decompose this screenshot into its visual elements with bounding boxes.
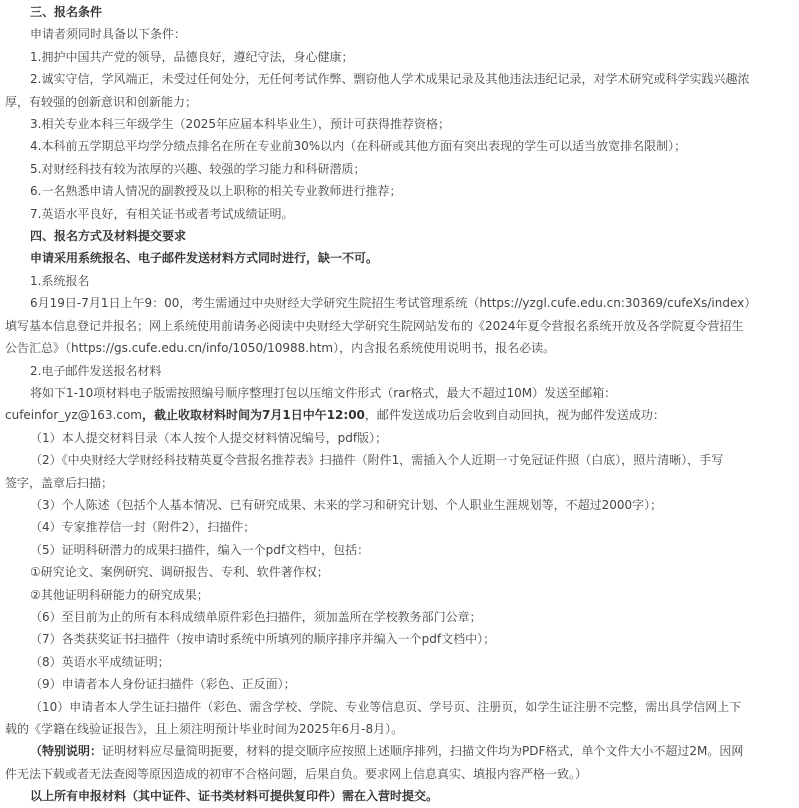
paragraph-line: 6月19日-7月1日上午9：00，考生需通过中央财经大学研究生院招生考试管理系统（https://yzgl.cufe.edu.cn:30369/cufeXs/index） (30, 296, 757, 311)
material-subitem: ②其他证明科研能力的研究成果； (30, 587, 209, 602)
material-item-continuation: 载的《学籍在线验证报告》，且上须注明预计毕业时间为2025年6月-8月）。 (5, 722, 404, 736)
material-item: （10）申请者本人学生证扫描件（彩色、需含学校、学院、专业等信息页、学号页、注册页，如学生证注册不完整，需出具学信网上下 (30, 699, 742, 714)
special-note-label: （特别说明： (30, 744, 103, 759)
material-item: （4）专家推荐信一封（附件2），扫描件； (30, 520, 256, 535)
material-item: （8）英语水平成绩证明； (30, 654, 170, 669)
section-heading-registration-conditions: 三、报名条件 (30, 5, 103, 19)
material-item: （6）至目前为止的所有本科成绩单原件彩色扫描件，须加盖所在学校教务部门公章； (30, 609, 482, 624)
condition-item: 3.相关专业本科三年级学生（2025年应届本科毕业生），预计可获得推荐资格； (30, 117, 450, 132)
email-deadline-line (5, 404, 795, 426)
condition-item: 5.对财经科技有较为浓厚的兴趣、较强的学习能力和科研潜质； (30, 161, 366, 176)
condition-item-continuation: 厚，有较强的创新意识和创新能力； (5, 94, 198, 109)
deadline-text: ，截止收取材料时间为7月1日中午12:00 (142, 408, 365, 423)
material-item: （7）各类获奖证书扫描件（按申请时系统中所填列的顺序排序并编入一个pdf文档中）； (30, 632, 496, 647)
email-address[interactable]: cufeinfor_yz@163.com (5, 408, 142, 423)
condition-item: 4.本科前五学期总平均学分绩点排名在所在专业前30%以内（在科研或其他方面有突出表现的学生可以适当放宽排名限制）； (30, 139, 687, 154)
subheading-email-materials: 2.电子邮件发送报名材料 (30, 363, 162, 378)
material-item: （5）证明科研潜力的成果扫描件，编入一个pdf文档中，包括： (30, 542, 370, 557)
special-note (5, 740, 795, 762)
material-item-continuation: 签字，盖章后扫描； (5, 475, 114, 490)
material-item: （3）个人陈述（包括个人基本情况、已有研究成果、未来的学习和研究计划、个人职业生涯规划等，不超过2000字）； (30, 497, 663, 512)
paragraph-intro: 申请者须同时具备以下条件： (30, 27, 187, 42)
condition-item: 1.拥护中国共产党的领导，品德良好，遵纪守法，身心健康； (30, 49, 354, 64)
condition-item: 2.诚实守信，学风端正，未受过任何处分，无任何考试作弊、剽窃他人学术成果记录及其他违法违纪记录，对学术研究或科学实践兴趣浓 (30, 72, 750, 87)
final-notice: 以上所有申报材料（其中证件、证书类材料可提供复印件）需在入营时提交。 (30, 789, 439, 804)
material-item: （9）申请者本人身份证扫描件（彩色、正反面）； (30, 677, 296, 692)
material-subitem: ①研究论文、案例研究、调研报告、专利、软件著作权； (30, 565, 329, 580)
condition-item: 7.英语水平良好，有相关证书或者考试成绩证明。 (30, 206, 294, 221)
condition-item: 6.一名熟悉申请人情况的副教授及以上职称的相关专业教师进行推荐； (30, 184, 402, 199)
material-item: （2）《中央财经大学财经科技精英夏令营报名推荐表》扫描件（附件1，需插入个人近期一寸免冠证件照（白底），照片清晰），手写 (30, 453, 724, 468)
paragraph-line: 将如下1-10项材料电子版需按照编号顺序整理打包以压缩文件形式（rar格式，最大不超过10M）发送至邮箱： (30, 385, 617, 400)
section-heading-registration-method: 四、报名方式及材料提交要求 (30, 229, 187, 244)
receipt-text: ，邮件发送成功后会收到自动回执，视为邮件发送成功： (364, 408, 665, 423)
special-note-text: 证明材料应尽量简明扼要，材料的提交顺序应按照上述顺序排列，扫描文件均为PDF格式，单个文件大小不超过2M。因网 (102, 744, 744, 759)
bold-notice: 申请采用系统报名、电子邮件发送材料方式同时进行，缺一不可。 (30, 251, 379, 266)
paragraph-line: 公告汇总》（https://gs.cufe.edu.cn/info/1050/10988.htm），内含报名系统使用说明书，报名必读。 (5, 341, 556, 356)
special-note-continuation: 件无法下载或者无法查阅等原因造成的初审不合格问题，后果自负。要求网上信息真实、填报内容严格一致。） (5, 766, 588, 781)
material-item: （1）本人提交材料目录（本人按个人提交材料情况编号，pdf版）； (30, 430, 388, 445)
subheading-system-registration: 1.系统报名 (30, 273, 90, 288)
paragraph-line: 填写基本信息登记并报名；网上系统使用前请务必阅读中央财经大学研究生院网站发布的《2024年夏令营报名系统开放及各学院夏令营招生 (5, 318, 744, 333)
